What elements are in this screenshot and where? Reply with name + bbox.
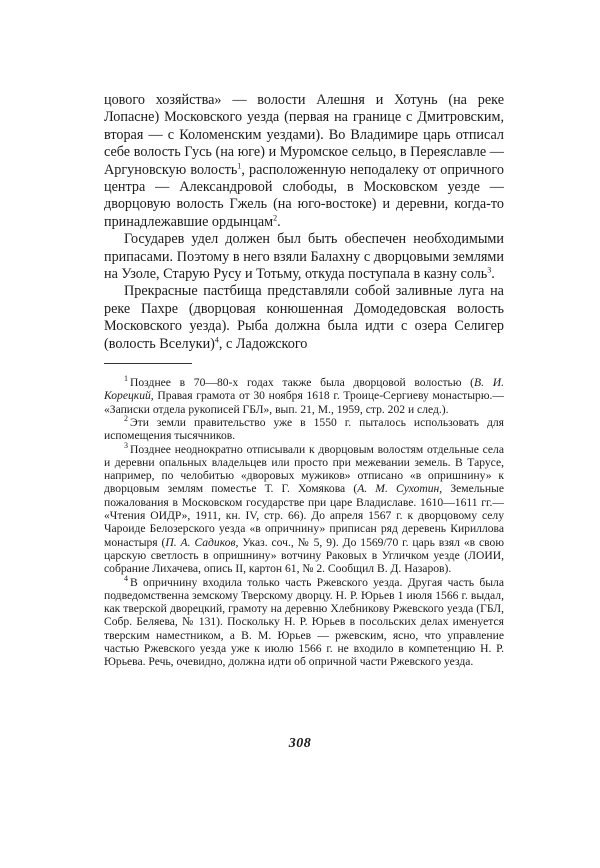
footnotes xyxy=(104,376,504,669)
footnote-ref-4: 4 xyxy=(214,334,219,344)
paragraph-3-text-a: Прекрасные пастбища представляли собой заливные луга на реке Пахре (дворцовая конюшенная Домодедовская волость Московского уезда). Рыба должна была идти с озера Селигер (волость Вселуки) xyxy=(104,283,504,352)
footnote-3 xyxy=(104,440,504,576)
paragraph-1-text-b: , расположенную неподалеку от опричного центра — Александровой слободы, в Московском уезде — дворцовую волость Гжель (на юго-востоке) и деревни, когда-то принадлежавшие ордынцам xyxy=(104,161,504,230)
footnote-2-text: Эти земли правительство уже в 1550 г. пыталось использовать для испомещения тысячников. xyxy=(104,415,504,443)
footnote-ref-3: 3 xyxy=(487,265,492,275)
page-body xyxy=(104,92,504,669)
footnote-3-number: 3 xyxy=(124,440,128,450)
footnote-1-text-b: Правая грамота от 30 ноября 1618 г. Троице-Сергиеву монастырю.— «Записки отдела рукописей ГБЛ», вып. 21, М., 1959, стр. 202 и след.). xyxy=(104,389,504,416)
paragraph-1 xyxy=(104,92,504,231)
paragraph-2-text-b: . xyxy=(491,266,495,283)
footnote-3-author-1: А. М. Сухотин, xyxy=(357,482,443,496)
paragraph-2 xyxy=(104,231,504,283)
footnote-3-text-b: Земельные пожалования в Московском государстве при царе Владиславе. 1610—1611 гг.— «Чтения ОИДР», 1911, кн. IV, стр. 66). До апреля 1567 г. к дворцовому селу Чароиде Белозерского уезда «в опричнину» приписан ряд деревень Кириллова монастыря ( xyxy=(104,482,504,549)
footnote-4 xyxy=(104,573,504,669)
footnote-ref-1: 1 xyxy=(237,160,242,170)
paragraph-1-text-c: . xyxy=(277,213,281,230)
footnote-1-author: В. И. Корецкий, xyxy=(104,376,504,403)
footnote-4-text: В опричнину входила только часть Ржевского уезда. Другая часть была подведомственна земскому Тверскому дворцу. Н. Р. Юрьев 1 июля 1566 г. выдал, как тверской дворецкий, грамоту на деревню Хлебникову Ржевского уезда (ГБЛ, Собр. Беляева, № 131). Поскольку Н. Р. Юрьев в посольских делах именуется тверским наместником, а В. М. Юрьев — ржевским, ясно, что управление частью Ржевского уезда уже к июлю 1566 г. не входило в компетенцию Н. Р. Юрьева. Речь, очевидно, должна идти об опричной части Ржевского уезда. xyxy=(104,575,504,669)
footnote-3-text-a: Позднее неоднократно отписывали к дворцовым волостям отдельные села и деревни опальных владельцев или просто при межевании земель. В Тарусе, например, по челобитью «дворовых мужиков» отписано «в опришнину» к дворцовым землям поместье Т. Г. Хомякова ( xyxy=(104,442,504,496)
footnote-divider xyxy=(104,363,192,364)
footnote-2-number: 2 xyxy=(124,414,128,424)
footnote-ref-2: 2 xyxy=(273,213,278,223)
footnote-1-number: 1 xyxy=(124,374,128,384)
main-text xyxy=(104,92,504,353)
paragraph-3 xyxy=(104,283,504,353)
footnote-1-text-a: Позднее в 70—80-х годах также была дворцовой волостью ( xyxy=(130,376,475,390)
footnote-3-text-c: Указ. соч., № 5, 9). До 1569/70 г. царь взял «в свою царскую светлость в опришнину» вотчину Раковых в Угличком уезде (ЛОИИ, собрание Лихачева, опись II, картон 61, № 2. Сообщил В. Д. Назаров). xyxy=(104,535,504,576)
footnote-4-number: 4 xyxy=(124,573,128,583)
paragraph-3-text-b: , с Ладожского xyxy=(218,335,308,352)
footnote-1 xyxy=(104,376,504,416)
page-number: 308 xyxy=(288,736,312,751)
footnote-2 xyxy=(104,416,504,443)
paragraph-1-text-a: цового хозяйства» — волости Алешня и Хотунь (на реке Лопасне) Московского уезда (первая на границе с Дмитровским, вторая — с Коломенским уездами). Во Владимире царь отписал себе волость Гусь (на юге) и Муромское сельцо, в Переяславле — Аргуновскую волость xyxy=(104,92,504,178)
paragraph-2-text-a: Государев удел должен был быть обеспечен необходимыми припасами. Поэтому в него взяли Балахну с дворцовыми землями на Узоле, Старую Русу и Тотьму, откуда поступала в казну соль xyxy=(104,231,504,283)
footnote-3-author-2: П. А. Садиков, xyxy=(165,535,239,549)
